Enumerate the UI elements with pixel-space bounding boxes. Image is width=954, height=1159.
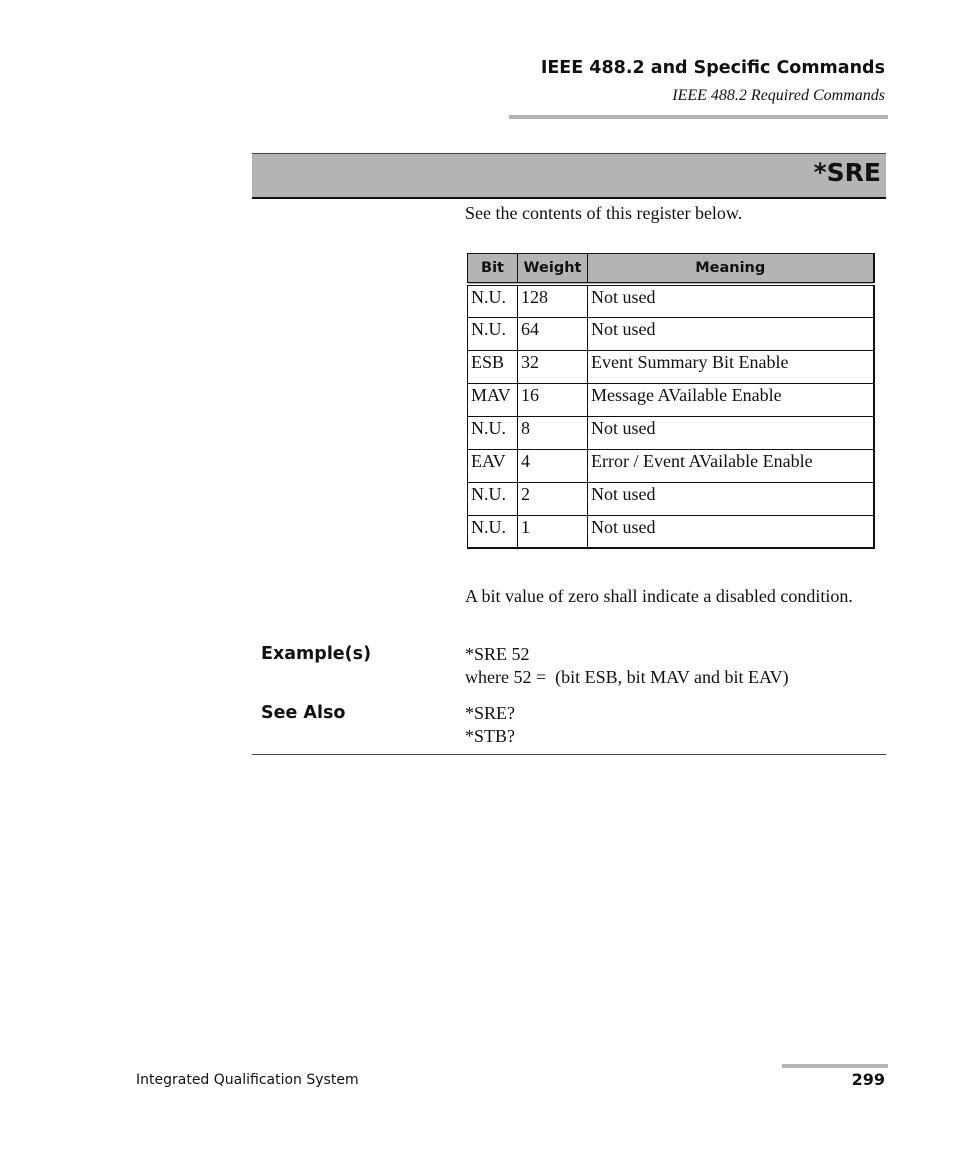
column-header-bit: Bit [468,254,518,285]
column-header-meaning: Meaning [588,254,874,285]
meaning-cell: Message AVailable Enable [588,383,874,416]
example-line: where 52 = (bit ESB, bit MAV and bit EAV) [465,667,789,687]
zero-value-note: A bit value of zero shall indicate a disabled condition. [465,586,853,606]
meaning-cell: Not used [588,317,874,350]
table-row [468,350,874,383]
meaning-cell: Event Summary Bit Enable [588,350,874,383]
see-also-item: *STB? [465,726,516,746]
table-header-row [468,254,874,285]
weight-cell: 128 [518,284,588,317]
see-also-item: *SRE? [465,703,516,723]
example-line: *SRE 52 [465,644,530,664]
bit-cell: N.U. [468,284,518,317]
table-row [468,416,874,449]
table-row [468,383,874,416]
examples-text [465,643,789,689]
command-name: *SRE [813,158,881,187]
intro-text: See the contents of this register below. [465,203,743,223]
bit-cell: ESB [468,350,518,383]
chapter-title: IEEE 488.2 and Specific Commands [540,58,885,78]
weight-cell: 16 [518,383,588,416]
table-row [468,317,874,350]
meaning-cell: Error / Event AVailable Enable [588,449,874,482]
bit-cell: N.U. [468,482,518,515]
bit-cell: N.U. [468,416,518,449]
page-number: 299 [851,1070,885,1089]
bit-cell: MAV [468,383,518,416]
bit-cell: EAV [468,449,518,482]
table-row [468,482,874,515]
meaning-cell: Not used [588,515,874,548]
weight-cell: 8 [518,416,588,449]
section-end-rule [252,754,886,755]
meaning-cell: Not used [588,284,874,317]
meaning-cell: Not used [588,416,874,449]
bit-cell: N.U. [468,317,518,350]
footer-rule [782,1064,888,1068]
bit-cell: N.U. [468,515,518,548]
section-title: IEEE 488.2 Required Commands [672,87,885,104]
weight-cell: 32 [518,350,588,383]
weight-cell: 2 [518,482,588,515]
see-also-label: See Also [261,703,346,723]
see-also-list [465,702,515,748]
examples-label: Example(s) [261,644,372,664]
weight-cell: 4 [518,449,588,482]
register-table [467,253,875,549]
command-title-bar [252,153,886,199]
weight-cell: 1 [518,515,588,548]
table-row [468,284,874,317]
table-row [468,449,874,482]
table-row [468,515,874,548]
column-header-weight: Weight [518,254,588,285]
weight-cell: 64 [518,317,588,350]
header-rule [509,115,888,119]
footer-product-name: Integrated Qualification System [136,1072,359,1088]
meaning-cell: Not used [588,482,874,515]
